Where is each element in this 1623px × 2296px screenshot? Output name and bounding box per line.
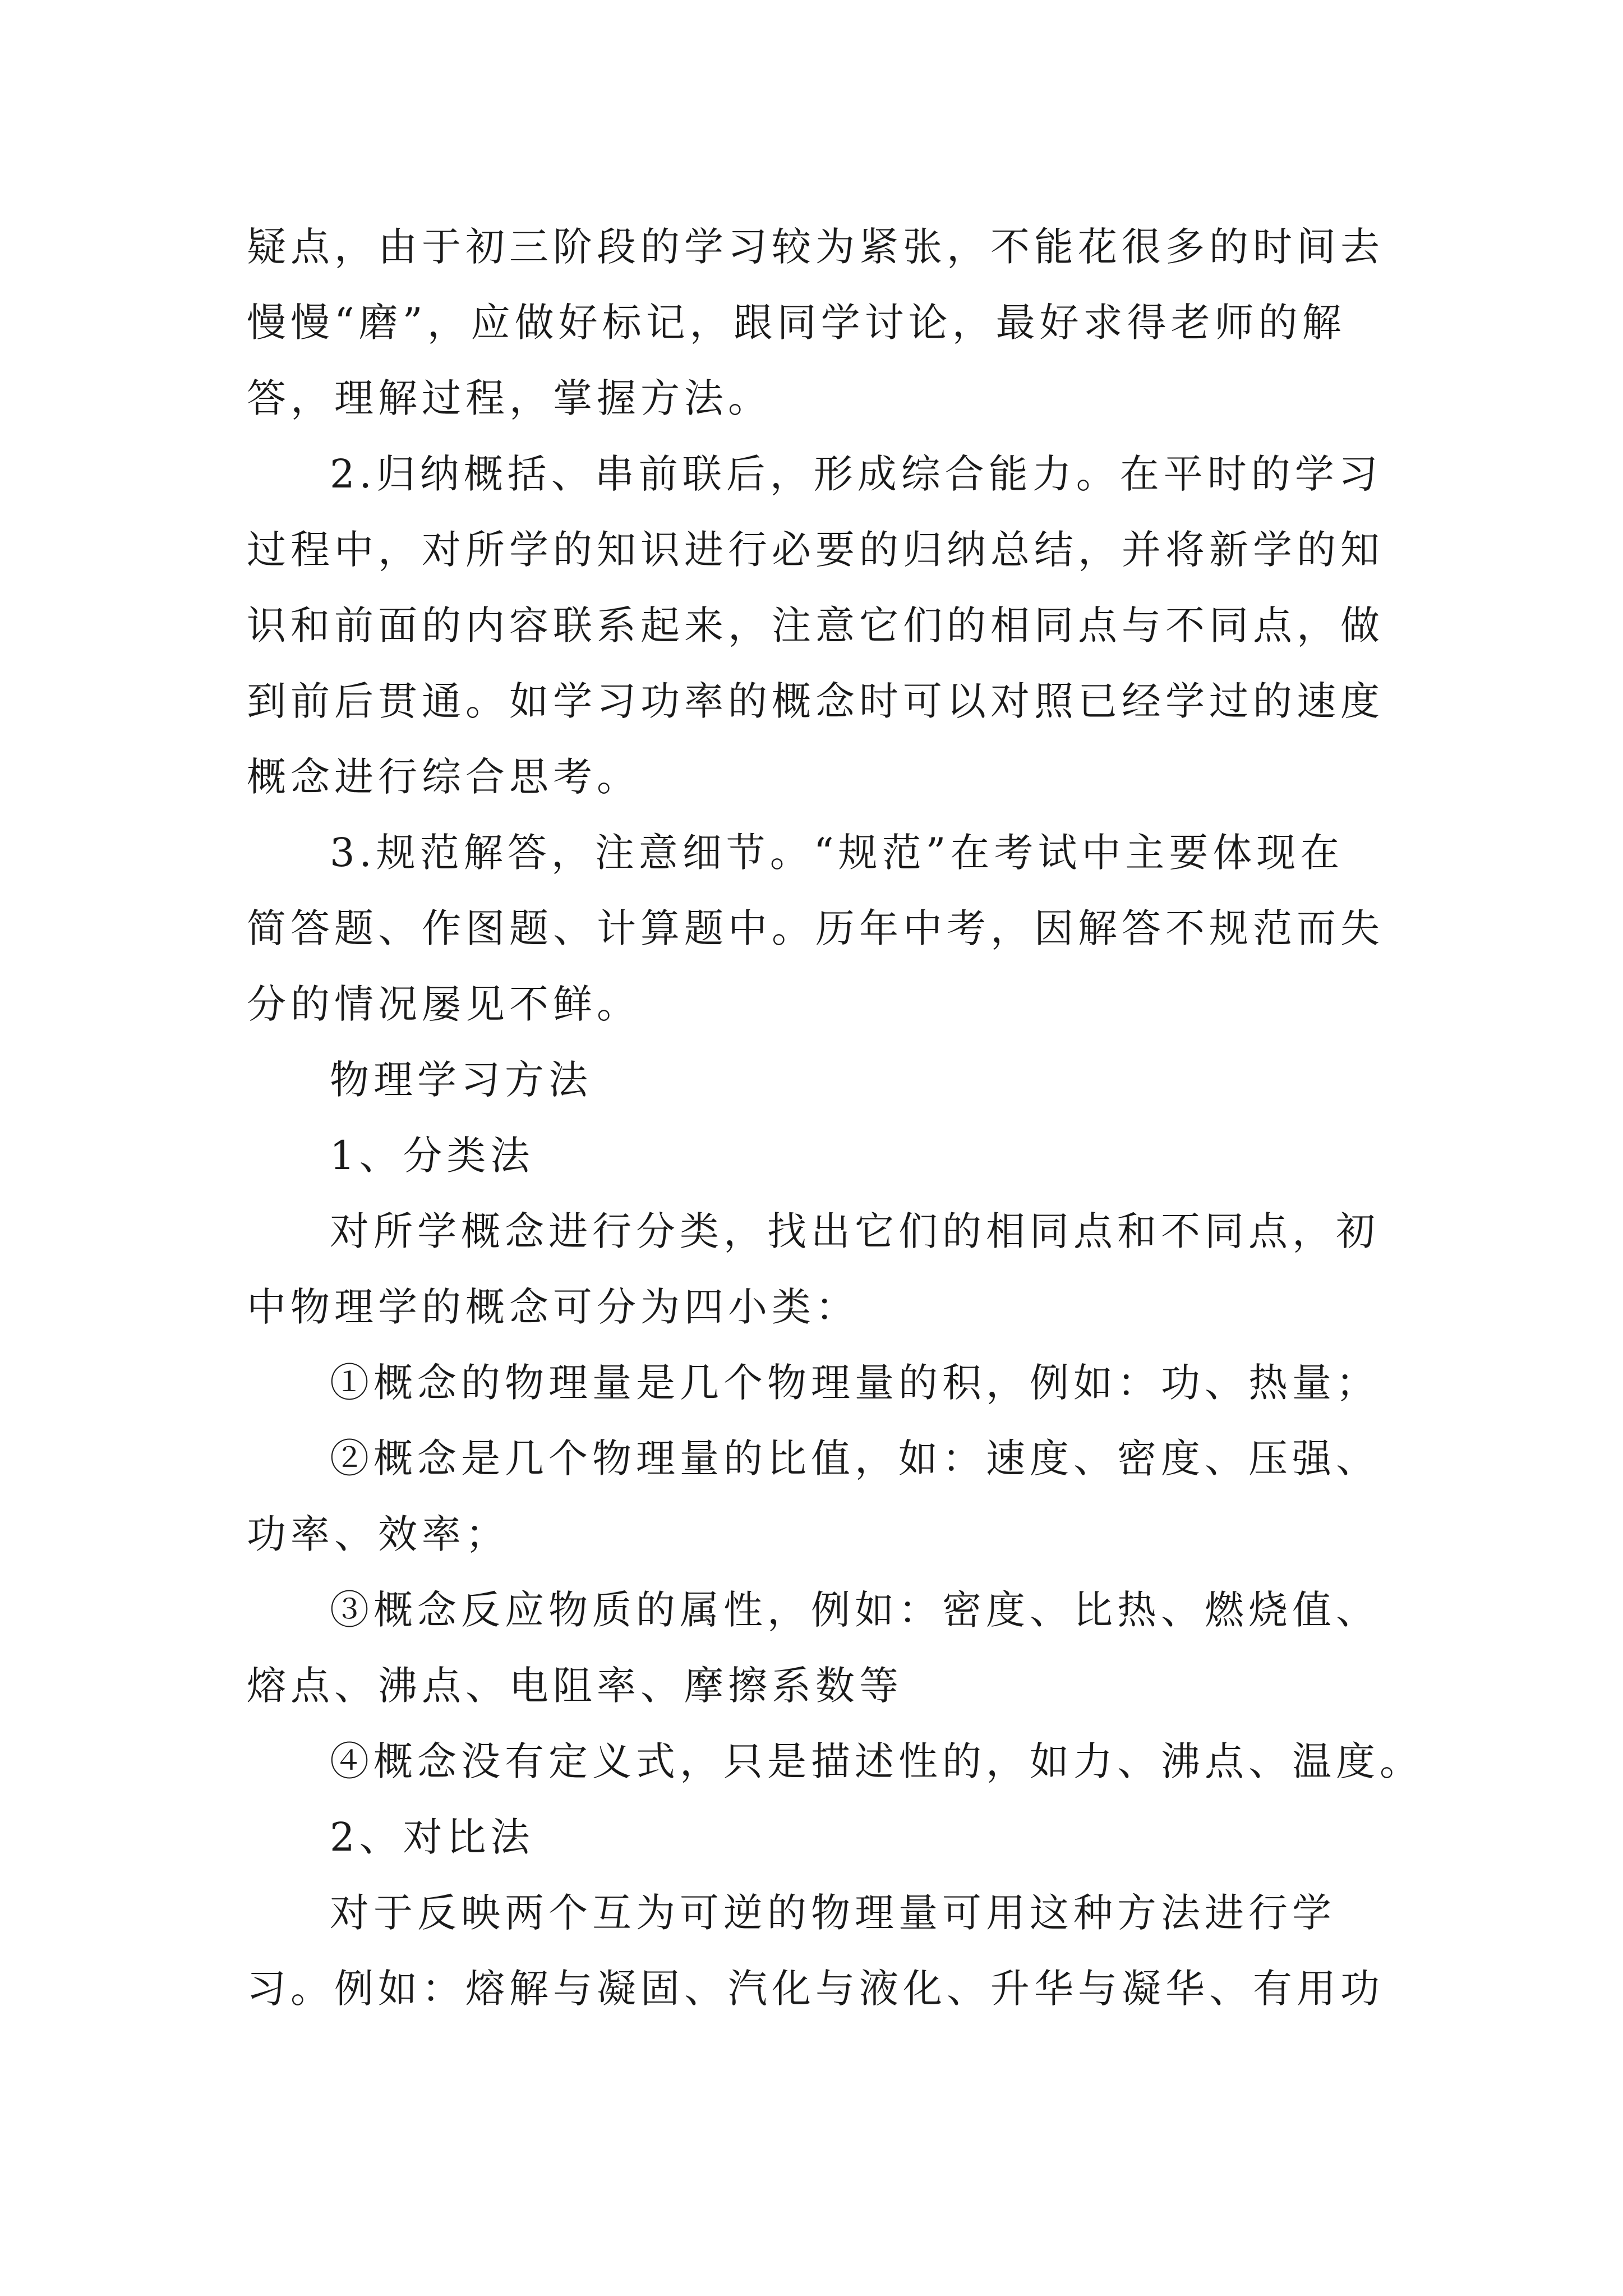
text-line-10: 简答题、作图题、计算题中。历年中考，因解答不规范而失 <box>247 905 1384 951</box>
subheading-classification: 1、分类法 <box>330 1133 534 1179</box>
list-item-4: ④概念没有定义式，只是描述性的，如力、沸点、温度。 <box>330 1738 1423 1784</box>
text-line-23: 对于反映两个互为可逆的物理量可用这种方法进行学 <box>330 1890 1336 1936</box>
text-line-4: 2.归纳概括、串前联后，形成综合能力。在平时的学习 <box>330 451 1382 497</box>
text-line-20: 熔点、沸点、电阻率、摩擦系数等 <box>247 1663 903 1709</box>
text-line-15: 中物理学的概念可分为四小类： <box>247 1284 859 1330</box>
text-line-7: 到前后贯通。如学习功率的概念时可以对照已经学过的速度 <box>247 678 1384 724</box>
text-line-2: 慢慢“磨”，应做好标记，跟同学讨论，最好求得老师的解 <box>247 300 1346 346</box>
text-line-5: 过程中，对所学的知识进行必要的归纳总结，并将新学的知 <box>247 527 1384 573</box>
section-heading-methods: 物理学习方法 <box>330 1057 592 1103</box>
text-line-18: 功率、效率； <box>247 1511 509 1557</box>
text-line-14: 对所学概念进行分类，找出它们的相同点和不同点，初 <box>330 1208 1380 1254</box>
list-item-3: ③概念反应物质的属性，例如：密度、比热、燃烧值、 <box>330 1587 1380 1633</box>
text-line-11: 分的情况屡见不鲜。 <box>247 981 640 1027</box>
text-line-3: 答，理解过程，掌握方法。 <box>247 375 772 421</box>
subheading-comparison: 2、对比法 <box>330 1814 534 1860</box>
text-line-8: 概念进行综合思考。 <box>247 754 640 800</box>
text-line-6: 识和前面的内容联系起来，注意它们的相同点与不同点，做 <box>247 602 1384 648</box>
list-item-2: ②概念是几个物理量的比值，如：速度、密度、压强、 <box>330 1435 1380 1481</box>
list-item-1: ①概念的物理量是几个物理量的积，例如：功、热量； <box>330 1360 1380 1406</box>
text-line-9: 3.规范解答，注意细节。“规范”在考试中主要体现在 <box>330 830 1344 876</box>
text-line-1: 疑点，由于初三阶段的学习较为紧张，不能花很多的时间去 <box>247 224 1384 270</box>
text-line-24: 习。例如：熔解与凝固、汽化与液化、升华与凝华、有用功 <box>247 1966 1384 2012</box>
